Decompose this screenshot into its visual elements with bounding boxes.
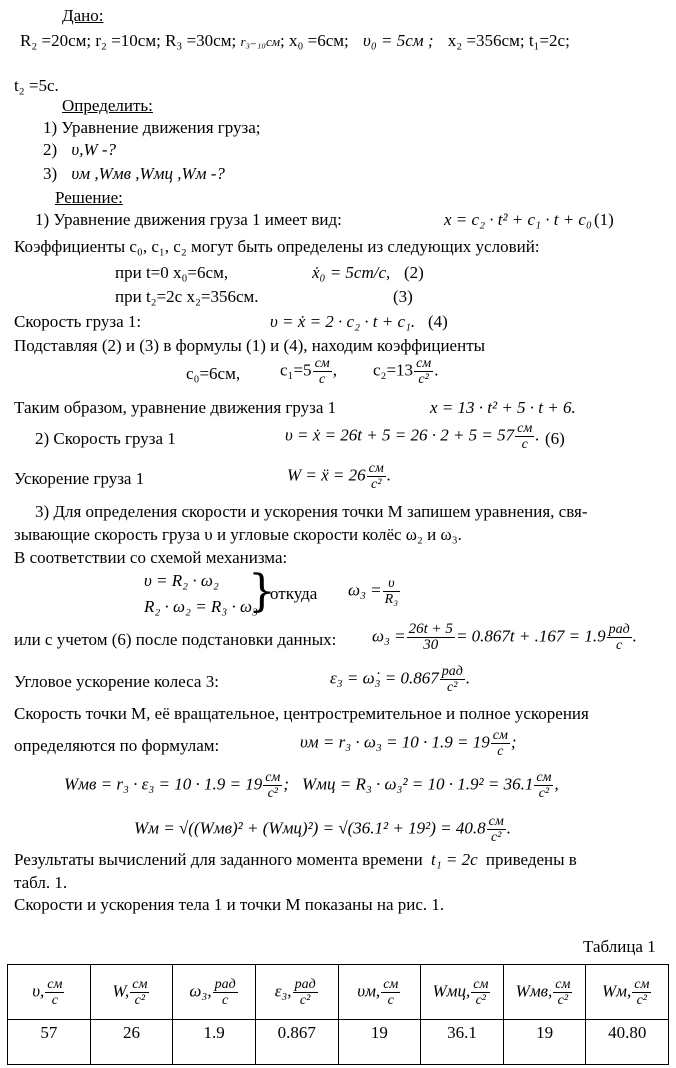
table-header-cell: Wм, $\frac{см}{\text{с²}}$ [586, 965, 669, 1020]
results-table [7, 964, 669, 1065]
table-header-cell: W, $\frac{см}{\text{с²}}$ [90, 965, 173, 1020]
coefficient-c1-value: c₁=5 [280, 360, 312, 380]
omega3-result-label: ω₃ = [372, 626, 406, 646]
point-m-velocity-value: υм = r₃ · ω₃ = 10 · 1.9 = 19 [300, 732, 490, 752]
speed-result-value: υ = ẋ = 26t + 5 = 26 · 2 + 5 = 57 [285, 425, 515, 445]
unit-numerator: см [492, 728, 508, 743]
unit-numerator: см [416, 356, 432, 371]
table-header-cell: υ, $\frac{см}{с}$ [8, 965, 91, 1020]
unit-numerator: см [488, 814, 504, 829]
total-acceleration-value: Wм = √((Wмв)² + (Wмц)²) = √(36.1² + 19²) = 40.8 [134, 818, 486, 838]
system-brace: } [248, 566, 276, 617]
coefficient-c2: c₂=13 $\frac{см}{\text{с²}}$ . [373, 356, 439, 387]
unit-denominator: с² [418, 372, 429, 387]
substitution-text: Подставляя (2) и (3) в формулы (1) и (4), находим коэффициенты [14, 336, 486, 355]
unit-denominator: с² [267, 786, 278, 801]
whence-word: откуда [270, 584, 318, 603]
unit-numerator: рад [441, 664, 463, 679]
results-text-1 [14, 850, 577, 870]
omega3-result-numerator: 26t + 5 [408, 621, 453, 637]
unit-denominator: с [616, 638, 623, 653]
angular-acceleration-text: Угловое ускорение колеса 3: [14, 672, 219, 691]
unit-numerator: см [265, 770, 281, 785]
unit-denominator: с [521, 437, 528, 452]
results-text-1b: приведены в [485, 850, 577, 869]
omega3-result-value: = 0.867t + .167 = 1.9 [455, 626, 606, 646]
unit-denominator: с² [538, 786, 550, 801]
table-header-cell: Wмц, $\frac{см}{\text{с²}}$ [421, 965, 504, 1020]
solution-step-2: 2) Скорость груза 1 [35, 429, 176, 448]
omega3-result: ω₃ = $\frac{26t + 5}{30}$ = 0.867t + .167 = 1.9 $\frac{\text{рад}}{с}$ . [372, 621, 637, 653]
coefficients-text: Коэффициенты c₀, c₁, c₂ могут быть определены из следующих условий: [14, 237, 540, 256]
omega3-result-denominator: 30 [423, 637, 439, 653]
results-text-1a: Результаты вычислений для заданного момента времени [14, 850, 423, 869]
coefficient-c0: c₀=6см, [186, 364, 241, 383]
given-x0: ; x₀ =6см; [280, 31, 349, 50]
omega3-formula [348, 576, 401, 607]
speed-result: υ = ẋ = 26t + 5 = 26 · 2 + 5 = 57 $\frac{см}{с}$ . [285, 421, 540, 452]
determine-item-3-text: υм ,Wмв ,Wмц ,Wм -? [71, 164, 225, 183]
solution-step-1: 1) Уравнение движения груза 1 имеет вид: [35, 210, 342, 229]
unit-denominator: с [497, 744, 504, 759]
condition-1-velocity: ẋ₀ = 5cm/c, [312, 263, 391, 282]
omega3-denominator: R₃ [384, 592, 399, 607]
solution-step-3-line-1: 3) Для определения скорости и ускорения точки М запишем уравнения, свя- [35, 502, 588, 521]
given-x2-t1: x₂ =356см; t₁=2с; [447, 31, 570, 50]
angular-acceleration-result: ε₃ = ω̇₃ = 0.867 $\frac{\text{рад}}{\text{с²}}$ . [330, 664, 471, 695]
equation-number-2: (2) [404, 263, 424, 282]
coefficient-c2-value: c₂=13 [373, 360, 414, 380]
acceleration-text: Ускорение груза 1 [14, 469, 145, 488]
omega3-numerator: υ [383, 576, 400, 592]
table-cell: 19 [503, 1020, 586, 1065]
solution-step-3-line-2: зывающие скорость груза υ и угловые скорости колёс ω₂ и ω₃. [14, 525, 462, 544]
system-eq-1: υ = R₂ · ω₂ [144, 571, 219, 590]
table-cell: 36.1 [421, 1020, 504, 1065]
motion-equation-general: x = c₂ · t² + c₁ · t + c₀ [444, 210, 592, 229]
unit-numerator: см [314, 356, 330, 371]
coefficient-c1: c₁=5 $\frac{см}{с}$ , [280, 356, 337, 387]
determine-item-2 [43, 140, 116, 160]
table-header-cell: ω₃, $\frac{\text{рад}}{с}$ [173, 965, 256, 1020]
unit-denominator: с² [490, 830, 502, 845]
total-acceleration: Wм = √((Wмв)² + (Wмц)²) = √(36.1² + 19²) = 40.8 $\frac{см}{\text{с²}}$ . [134, 814, 512, 845]
unit-denominator: с² [371, 477, 382, 492]
table-header-row [8, 965, 669, 1020]
solution-title: Решение: [55, 188, 123, 207]
equation-number-1: (1) [594, 210, 614, 229]
point-m-text-2: определяются по формулам: [14, 736, 220, 755]
given-r3: r₃₋₁₀см [240, 34, 281, 49]
rotational-acceleration: Wмв = r₃ · ε₃ = 10 · 1.9 = 19 $\frac{см}{\text{с²}}$ ; [64, 770, 290, 801]
table-cell: 19 [338, 1020, 421, 1065]
determine-title: Определить: [62, 96, 153, 115]
unit-numerator: см [368, 461, 384, 476]
given-title: Дано: [62, 6, 104, 25]
centripetal-acceleration: Wмц = R₃ · ω₃² = 10 · 1.9² = 36.1 $\frac{см}{\text{с²}}$ , [302, 770, 559, 801]
figure-reference: Скорости и ускорения тела 1 и точки М показаны на рис. 1. [14, 895, 445, 914]
given-radii: R₂ =20см; r₂ =10см; R₃ =30см; [20, 31, 237, 50]
equation-number-3: (3) [393, 287, 413, 306]
given-line-1 [20, 31, 570, 52]
determine-item-1: 1) Уравнение движения груза; [43, 118, 261, 137]
centripetal-acceleration-value: Wмц = R₃ · ω₃² = 10 · 1.9² = 36.1 [302, 774, 534, 794]
speed-text: Скорость груза 1: [14, 312, 142, 331]
table-cell: 0.867 [255, 1020, 338, 1065]
unit-numerator: см [536, 770, 552, 785]
omega3-label: ω₃ = [348, 580, 382, 600]
table-caption: Таблица 1 [583, 937, 656, 956]
point-m-text-1: Скорость точки М, её вращательное, центростремительное и полное ускорения [14, 704, 589, 723]
unit-denominator: с² [447, 680, 458, 695]
motion-text: Таким образом, уравнение движения груза 1 [14, 398, 337, 417]
point-m-velocity: υм = r₃ · ω₃ = 10 · 1.9 = 19 $\frac{см}{с}$ ; [300, 728, 517, 759]
speed-equation: υ = ẋ = 2 · c₂ · t + c₁. [270, 312, 416, 331]
results-time: t₁ = 2с [430, 850, 478, 869]
given-v0: υ₀ = 5см ; [363, 31, 434, 50]
table-cell: 40.80 [586, 1020, 669, 1065]
table-header-cell: Wмв, $\frac{см}{\text{с²}}$ [503, 965, 586, 1020]
condition-2: при t₂=2с x₂=356см. [115, 287, 259, 306]
system-eq-2: R₂ · ω₂ = R₃ · ω₃ [144, 597, 258, 616]
determine-item-2-text: υ,W -? [71, 140, 117, 159]
rotational-acceleration-value: Wмв = r₃ · ε₃ = 10 · 1.9 = 19 [64, 774, 263, 794]
results-text-2: табл. 1. [14, 873, 68, 892]
table-cell: 26 [90, 1020, 173, 1065]
unit-denominator: с [319, 372, 326, 387]
substitution-note: или с учетом (6) после подстановки данных: [14, 630, 337, 649]
table-cell: 57 [8, 1020, 91, 1065]
table-header-cell: υм, $\frac{см}{с}$ [338, 965, 421, 1020]
table-header-cell: ε₃, $\frac{\text{рад}}{\text{с²}}$ [255, 965, 338, 1020]
equation-number-6: (6) [545, 429, 565, 448]
angular-acceleration-value: ε₃ = ω̇₃ = 0.867 [330, 668, 439, 688]
table-row [8, 1020, 669, 1065]
determine-item-3-num: 3) [43, 164, 58, 183]
determine-item-3 [43, 164, 225, 184]
given-t2: t₂ =5с. [14, 76, 59, 95]
condition-1: при t=0 x₀=6см, [115, 263, 229, 282]
acceleration-result: W = ẍ = 26 $\frac{см}{\text{с²}}$ . [287, 461, 392, 492]
equation-number-4: (4) [428, 312, 448, 331]
table-cell: 1.9 [173, 1020, 256, 1065]
determine-item-2-num: 2) [43, 140, 58, 159]
acceleration-result-value: W = ẍ = 26 [287, 465, 366, 485]
motion-equation: x = 13 · t² + 5 · t + 6. [430, 398, 576, 417]
scheme-text: В соответствии со схемой механизма: [14, 548, 288, 567]
unit-numerator: рад [608, 622, 630, 637]
unit-numerator: см [517, 421, 533, 436]
